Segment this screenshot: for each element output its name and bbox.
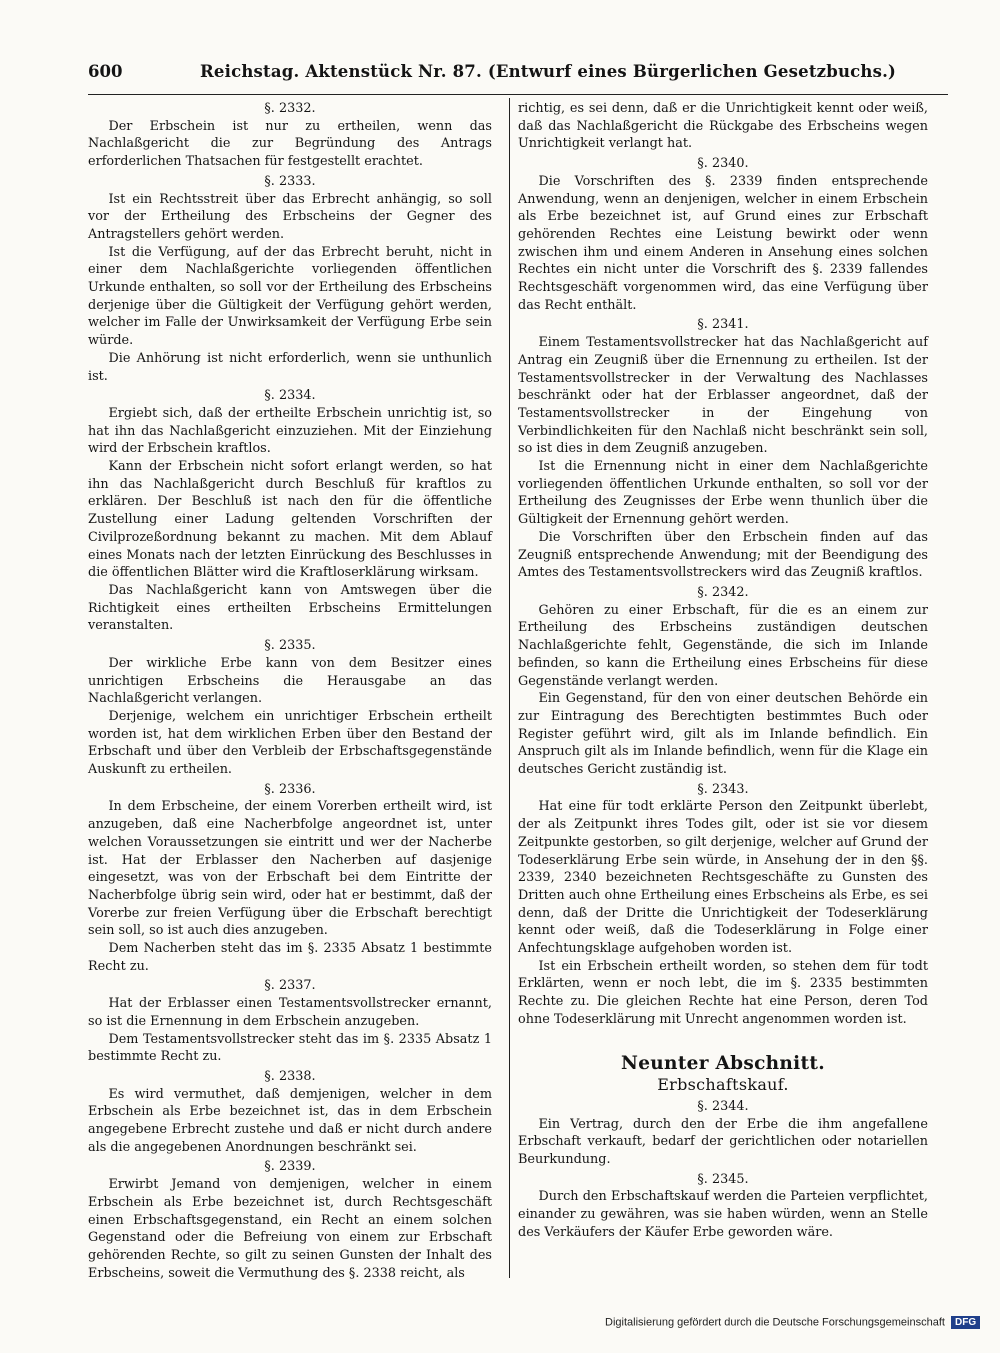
section-heading: §. 2334.: [264, 388, 316, 404]
section-heading: §. 2332.: [264, 101, 316, 116]
paragraph: Derjenige, welchem ein unrichtiger Erbschein ertheilt worden ist, hat dem wirklichen Erben über den Bestand der Erbschaft und über den Verbleib der Erbschaftsgegenstände Auskunft zu ertheilen.: [88, 708, 492, 778]
paragraph: In dem Erbscheine, der einem Vorerben ertheilt wird, ist anzugeben, daß eine Nacherbfolge angeordnet ist, unter welchen Voraussetzungen sie eintritt und wer der Nacherbe ist. Hat der Erblasser den Nacherben auf dasjenige eingesetzt, was von der Erbschaft bei dem Eintritte der Nacherbfolge übrig sein wird, oder hat er bestimmt, daß der Vorerbe zur freien Verfügung über die Erbschaft berechtigt sein soll, so ist auch dies anzugeben.: [88, 799, 492, 939]
section-heading: §. 2344.: [697, 1098, 749, 1114]
header-rule: [88, 94, 948, 95]
section-heading: §. 2333.: [264, 173, 316, 189]
paragraph: Gehören zu einer Erbschaft, für die es an einem zur Ertheilung des Erbscheins zuständigen deutschen Nachlaßgerichte fehlt, Gegenstände, die sich im Inlande befinden, so kann die Ertheilung eines Erbscheins für diese Gegenstände verlangt werden.: [518, 602, 928, 689]
paragraph: Das Nachlaßgericht kann von Amtswegen über die Richtigkeit eines ertheilten Erbscheins Ermittelungen veranstalten.: [88, 582, 492, 634]
section-heading: §. 2338.: [264, 1068, 316, 1084]
paragraph: Hat der Erblasser einen Testamentsvollstrecker ernannt, so ist die Ernennung in dem Erbschein anzugeben.: [88, 996, 492, 1029]
paragraph: Ein Vertrag, durch den der Erbe die ihm angefallene Erbschaft verkauft, bedarf der gerichtlichen oder notariellen Beurkundung.: [518, 1116, 928, 1168]
page-number: 600: [88, 62, 123, 81]
right-column: [518, 100, 928, 1242]
chapter-subtitle: Erbschaftskauf.: [657, 1075, 789, 1095]
chapter-heading: Neunter Abschnitt.: [621, 1052, 825, 1074]
paragraph: Es wird vermuthet, daß demjenigen, welcher in dem Erbschein als Erbe bezeichnet ist, das in dem Erbschein angegebene Erbrecht zustehe und daß er nicht durch andere als die angegebenen Anordnungen beschränkt sei.: [88, 1086, 492, 1155]
running-title: Reichstag. Aktenstück Nr. 87. (Entwurf eines Bürgerlichen Gesetzbuchs.): [200, 62, 897, 81]
section-heading: §. 2341.: [697, 317, 749, 333]
paragraph: Die Vorschriften über den Erbschein finden auf das Zeugniß entsprechende Anwendung; mit der Beendigung des Amtes des Testamentsvollstreckers wird das Zeugniß kraftlos.: [518, 529, 928, 581]
paragraph: Dem Testamentsvollstrecker steht das im §. 2335 Absatz 1 bestimmte Recht zu.: [88, 1031, 492, 1065]
paragraph: Durch den Erbschaftskauf werden die Parteien verpflichtet, einander zu gewähren, was sie haben würden, wenn an Stelle des Verkäufers der Käufer Erbe geworden wäre.: [518, 1189, 928, 1240]
section-heading: §. 2336.: [264, 781, 316, 797]
section-heading: §. 2335.: [264, 638, 316, 654]
paragraph: Ist die Ernennung nicht in einer dem Nachlaßgerichte vorliegenden öffentlichen Urkunde enthalten, so soll vor der Ertheilung des Zeugnisses der Erbe wenn thunlich über die Gültigkeit der Ernennung gehört werden.: [518, 459, 928, 528]
paragraph: Der Erbschein ist nur zu ertheilen, wenn das Nachlaßgericht die zur Begründung des Antrags erforderlichen Thatsachen für festgestellt erachtet.: [88, 118, 492, 170]
section-heading: §. 2339.: [264, 1159, 316, 1175]
dfg-logo: DFG: [951, 1316, 980, 1329]
paragraph: Ergiebt sich, daß der ertheilte Erbschein unrichtig ist, so hat ihn das Nachlaßgericht einzuziehen. Mit der Einziehung wird der Erbschein kraftlos.: [88, 405, 492, 457]
paragraph: Die Vorschriften des §. 2339 finden entsprechende Anwendung, wenn an denjenigen, welcher in einem Erbschein als Erbe bezeichnet ist, auf Grund eines zur Erbschaft gehörenden Rechtes eine Leistung bewirkt oder wenn zwischen ihm und einem Anderen in Ansehung eines solchen Rechtes ein nicht unter die Vorschrift des §. 2339 fallendes Rechtsgeschäft vorgenommen wird, das eine Verfügung über das Recht enthält.: [518, 173, 928, 313]
footer: [605, 1316, 985, 1336]
section-heading: §. 2340.: [697, 156, 749, 172]
paragraph: Kann der Erbschein nicht sofort erlangt werden, so hat ihn das Nachlaßgericht durch Beschluß für kraftlos zu erklären. Der Beschluß ist nach den für die öffentliche Zustellung einer Ladung geltenden Vorschriften der Civilprozeßordnung bekannt zu machen. Mit dem Ablauf eines Monats nach der letzten Einrückung des Beschlusses in die öffentlichen Blätter wird die Kraftloserklärung wirksam.: [88, 459, 492, 581]
paragraph: Ist ein Rechtsstreit über das Erbrecht anhängig, so soll vor der Ertheilung des Erbscheins der Gegner des Antragstellers gehört werden.: [88, 191, 492, 242]
left-column: [88, 100, 492, 1282]
paragraph: Einem Testamentsvollstrecker hat das Nachlaßgericht auf Antrag ein Zeugniß über die Ernennung zu ertheilen. Ist der Testamentsvollstrecker in der Verwaltung des Nachlasses beschränkt oder hat der Erblasser angeordnet, daß der Testamentsvollstrecker in der Eingehung von Verbindlichkeiten für den Nachlaß nicht beschränkt sein soll, so ist dies in dem Zeugniß anzugeben.: [518, 335, 928, 457]
paragraph: Der wirkliche Erbe kann von dem Besitzer eines unrichtigen Erbscheins die Herausgabe an das Nachlaßgericht verlangen.: [88, 655, 492, 707]
paragraph: Ist ein Erbschein ertheilt worden, so stehen dem für todt Erklärten, wenn er noch lebt, die im §. 2335 bestimmten Rechte zu. Die gleichen Rechte hat eine Person, deren Tod ohne Todeserklärung mit Unrecht angenommen worden ist.: [518, 958, 928, 1027]
paragraph: Hat eine für todt erklärte Person den Zeitpunkt überlebt, der als Zeitpunkt ihres Todes gilt, oder ist sie vor diesem Zeitpunkte gestorben, so gilt derjenige, welcher auf Grund der Todeserklärung Erbe sein würde, in Ansehung der in den §§. 2339, 2340 bezeichneten Rechtsgeschäfte zu Gunsten des Dritten auch ohne Ertheilung eines Erbscheins als Erbe, es sei denn, daß der Dritte die Unrichtigkeit der Todeserklärung kennt oder weiß, daß die Todeserklärung in Folge einer Anfechtungsklage aufgehoben worden ist.: [518, 799, 928, 957]
footer-credit: Digitalisierung gefördert durch die Deutsche Forschungsgemeinschaft: [605, 1316, 945, 1329]
section-heading: §. 2343.: [697, 781, 749, 797]
paragraph: Die Anhörung ist nicht erforderlich, wenn sie unthunlich ist.: [88, 350, 492, 384]
paragraph: Ist die Verfügung, auf der das Erbrecht beruht, nicht in einer dem Nachlaßgerichte vorliegenden öffentlichen Urkunde enthalten, so soll vor der Ertheilung des Erbscheins derjenige über die Gültigkeit der Verfügung gehört werden, welcher im Falle der Unwirksamkeit der Verfügung Erbe sein würde.: [88, 244, 492, 349]
paragraph: Dem Nacherben steht das im §. 2335 Absatz 1 bestimmte Recht zu.: [88, 941, 492, 974]
page-header: [88, 60, 948, 90]
section-heading: §. 2337.: [264, 978, 316, 994]
section-heading: §. 2345.: [697, 1171, 749, 1187]
column-divider: [509, 98, 510, 1278]
paragraph: Ein Gegenstand, für den von einer deutschen Behörde ein zur Eintragung des Berechtigten bestimmtes Buch oder Register geführt wird, gilt als im Inlande befindlich. Ein Anspruch gilt als im Inlande befindlich, wenn für die Klage ein deutsches Gericht zuständig ist.: [518, 691, 928, 778]
paragraph: richtig, es sei denn, daß er die Unrichtigkeit kennt oder weiß, daß das Nachlaßgericht die Rückgabe des Erbscheins wegen Unrichtigkeit verlangt hat.: [518, 101, 928, 152]
section-heading: §. 2342.: [697, 584, 749, 600]
paragraph: Erwirbt Jemand von demjenigen, welcher in einem Erbschein als Erbe bezeichnet ist, durch Rechtsgeschäft einen Erbschaftsgegenstand, ein Recht an einem solchen Gegenstand oder die Befreiung von einem zur Erbschaft gehörenden Rechte, so gilt zu seinen Gunsten der Inhalt des Erbscheins, soweit die Vermuthung des §. 2338 reicht, als: [88, 1177, 492, 1281]
